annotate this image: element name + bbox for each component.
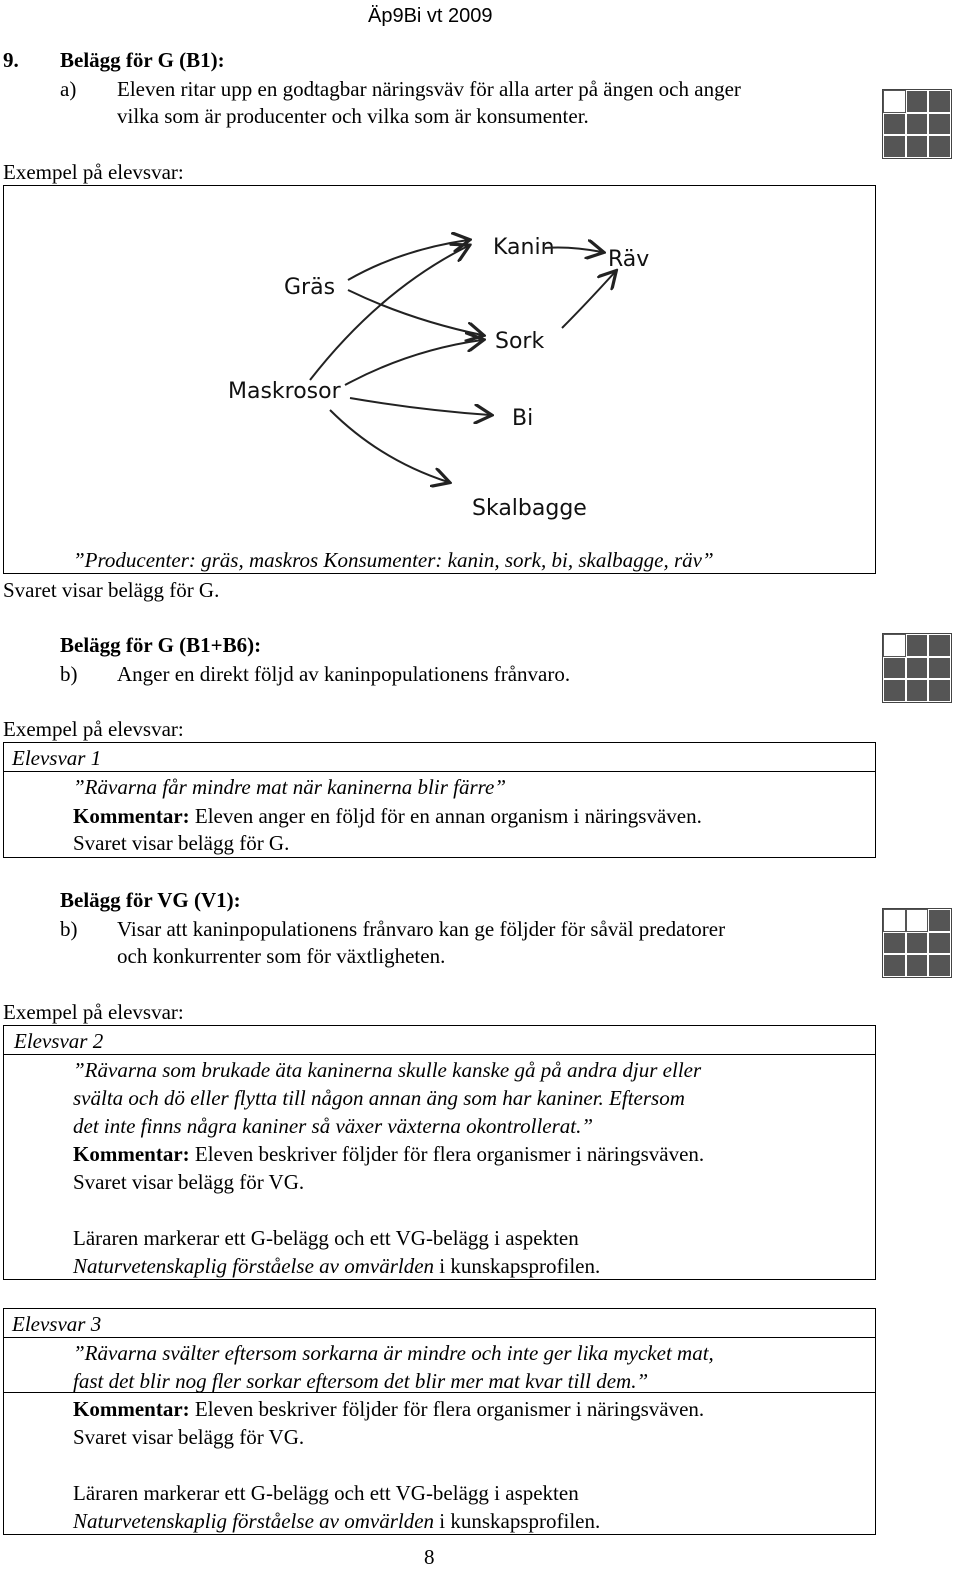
question-number: 9. — [3, 48, 19, 72]
page-number: 8 — [424, 1545, 435, 1569]
part-a-line2: vilka som är producenter och vilka som är konsumenter. — [117, 104, 589, 128]
elevsvar2-quote-line3: det inte finns några kaniner så växer växterna okontrollerat.” — [73, 1114, 594, 1138]
elevsvar2-note-line2: Naturvetenskaplig förståelse av omvärlden i kunskapsprofilen. — [73, 1254, 601, 1278]
elevsvar1-divider — [3, 771, 876, 772]
elevsvar2-note-line1: Läraren markerar ett G-belägg och ett VG-belägg i aspekten — [73, 1226, 579, 1250]
food-web-caption: ”Producenter: gräs, maskros Konsumenter: kanin, sork, bi, skalbagge, räv” — [73, 548, 714, 572]
example-label: Exempel på elevsvar: — [3, 1000, 184, 1024]
elevsvar3-quote-line2: fast det blir nog fler sorkar eftersom det blir mer mat kvar till dem.” — [73, 1369, 649, 1393]
section-vg-line2: och konkurrenter som för växtligheten. — [117, 944, 446, 968]
arrow-maskrosor-kanin — [310, 246, 468, 380]
elevsvar3-verdict: Svaret visar belägg för VG. — [73, 1425, 305, 1449]
part-a-line1: Eleven ritar upp en godtagbar näringsväv för alla arter på ängen och anger — [117, 77, 741, 101]
part-a-label: a) — [60, 77, 77, 101]
elevsvar2-verdict: Svaret visar belägg för VG. — [73, 1170, 305, 1194]
section-vg-line1: Visar att kaninpopulationens frånvaro kan ge följder för såväl predatorer — [117, 917, 726, 941]
node-skalbagge: Skalbagge — [472, 496, 587, 521]
arrow-maskrosor-bi — [350, 398, 490, 415]
node-maskrosor: Maskrosor — [228, 379, 341, 404]
score-grid — [882, 89, 952, 159]
score-grid — [882, 633, 952, 703]
elevsvar3-divider — [3, 1337, 876, 1338]
section-b1-heading: Belägg för G (B1+B6): — [60, 633, 262, 657]
elevsvar2-quote-line1: ”Rävarna som brukade äta kaninerna skulle kanske gå på andra djur eller — [73, 1058, 702, 1082]
node-kanin: Kanin — [493, 235, 555, 260]
elevsvar3-comment: Kommentar: Eleven beskriver följder för flera organismer i näringsväven. — [73, 1397, 705, 1421]
score-grid — [882, 908, 952, 978]
section-vg-heading: Belägg för VG (V1): — [60, 888, 241, 912]
arrow-sork-rav — [562, 272, 615, 328]
elevsvar1-title: Elevsvar 1 — [12, 746, 102, 770]
elevsvar2-quote-line2: svälta och dö eller flytta till någon annan äng som har kaniner. Eftersom — [73, 1086, 685, 1110]
elevsvar1-verdict: Svaret visar belägg för G. — [73, 831, 290, 855]
food-web-diagram — [200, 220, 660, 530]
question-title: Belägg för G (B1): — [60, 48, 225, 72]
elevsvar3-note-line2: Naturvetenskaplig förståelse av omvärlden i kunskapsprofilen. — [73, 1509, 601, 1533]
example-label: Exempel på elevsvar: — [3, 717, 184, 741]
node-rav: Räv — [608, 247, 650, 272]
section-vg-label: b) — [60, 917, 78, 941]
arrow-maskrosor-skalbagge — [330, 410, 448, 482]
elevsvar3-note-line1: Läraren markerar ett G-belägg och ett VG-belägg i aspekten — [73, 1481, 579, 1505]
node-sork: Sork — [495, 329, 545, 354]
elevsvar1-quote: ”Rävarna får mindre mat när kaninerna blir färre” — [73, 775, 507, 799]
arrow-gras-sork — [348, 290, 482, 335]
verdict-g: Svaret visar belägg för G. — [3, 578, 220, 602]
example-label: Exempel på elevsvar: — [3, 160, 184, 184]
elevsvar3-quote-line1: ”Rävarna svälter eftersom sorkarna är mindre och inte ger lika mycket mat, — [73, 1341, 714, 1365]
document-header: Äp9Bi vt 2009 — [368, 5, 493, 27]
arrow-gras-kanin — [348, 240, 468, 280]
elevsvar2-divider — [3, 1054, 876, 1055]
node-bi: Bi — [512, 406, 534, 431]
arrow-maskrosor-sork — [345, 340, 482, 385]
elevsvar1-comment: Kommentar: Eleven anger en följd för en annan organism i näringsväven. — [73, 804, 702, 828]
section-b1-text: Anger en direkt följd av kaninpopulationens frånvaro. — [117, 662, 571, 686]
elevsvar3-title: Elevsvar 3 — [12, 1312, 102, 1336]
elevsvar2-comment: Kommentar: Eleven beskriver följder för flera organismer i näringsväven. — [73, 1142, 705, 1166]
section-b1-label: b) — [60, 662, 78, 686]
elevsvar2-title: Elevsvar 2 — [14, 1029, 104, 1053]
node-gras: Gräs — [284, 275, 336, 300]
